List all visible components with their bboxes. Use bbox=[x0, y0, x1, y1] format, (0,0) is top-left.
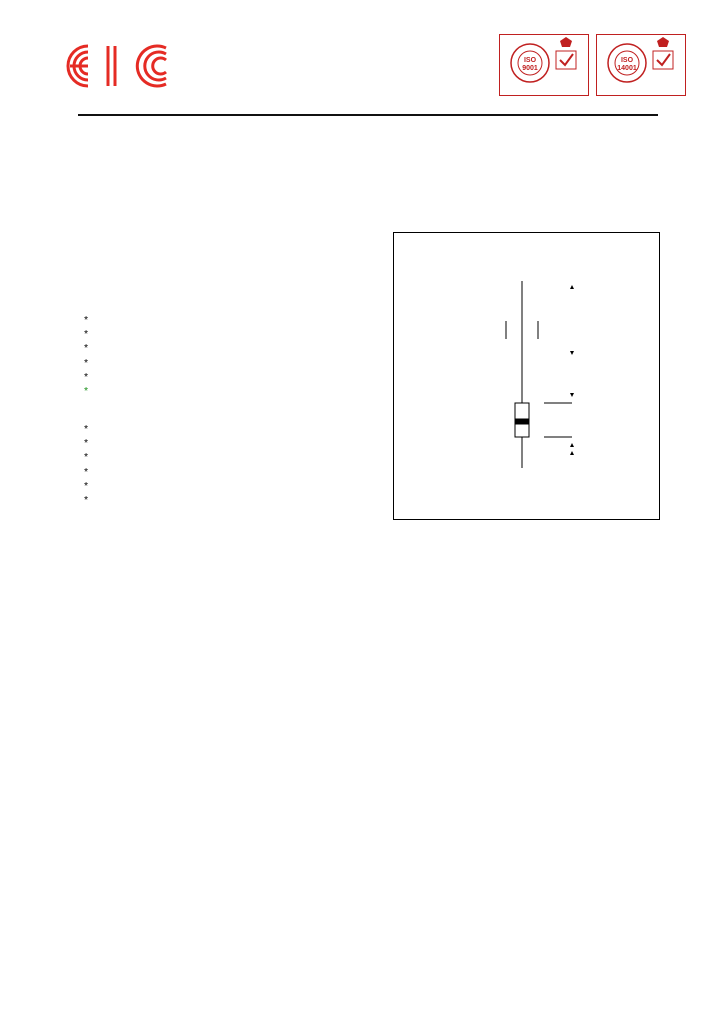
iso14001-cert bbox=[596, 34, 686, 96]
list-item: * bbox=[84, 479, 89, 492]
svg-text:9001: 9001 bbox=[522, 65, 538, 72]
svg-text:ISO: ISO bbox=[523, 57, 537, 64]
mechanical-list bbox=[84, 422, 127, 507]
package-drawing bbox=[394, 273, 659, 478]
list-item: * bbox=[84, 494, 89, 507]
list-item-rohs: * bbox=[84, 385, 89, 398]
list-item: * bbox=[84, 342, 89, 355]
list-item: * bbox=[84, 370, 89, 383]
header-rule bbox=[78, 114, 658, 116]
iso9001-seal-icon bbox=[500, 35, 588, 95]
list-item: * bbox=[84, 314, 89, 326]
list-item: * bbox=[84, 465, 89, 478]
list-item: * bbox=[84, 451, 89, 464]
svg-text:14001: 14001 bbox=[617, 65, 637, 72]
features-list bbox=[84, 313, 94, 398]
list-item: * bbox=[84, 423, 89, 435]
eic-logo bbox=[58, 36, 188, 96]
list-item: * bbox=[84, 328, 89, 341]
list-item: * bbox=[84, 437, 89, 450]
package-outline-box bbox=[393, 232, 660, 520]
list-item: * bbox=[84, 356, 89, 369]
svg-text:ISO: ISO bbox=[620, 57, 634, 64]
iso9001-cert bbox=[499, 34, 589, 96]
iso14001-seal-icon bbox=[597, 35, 685, 95]
